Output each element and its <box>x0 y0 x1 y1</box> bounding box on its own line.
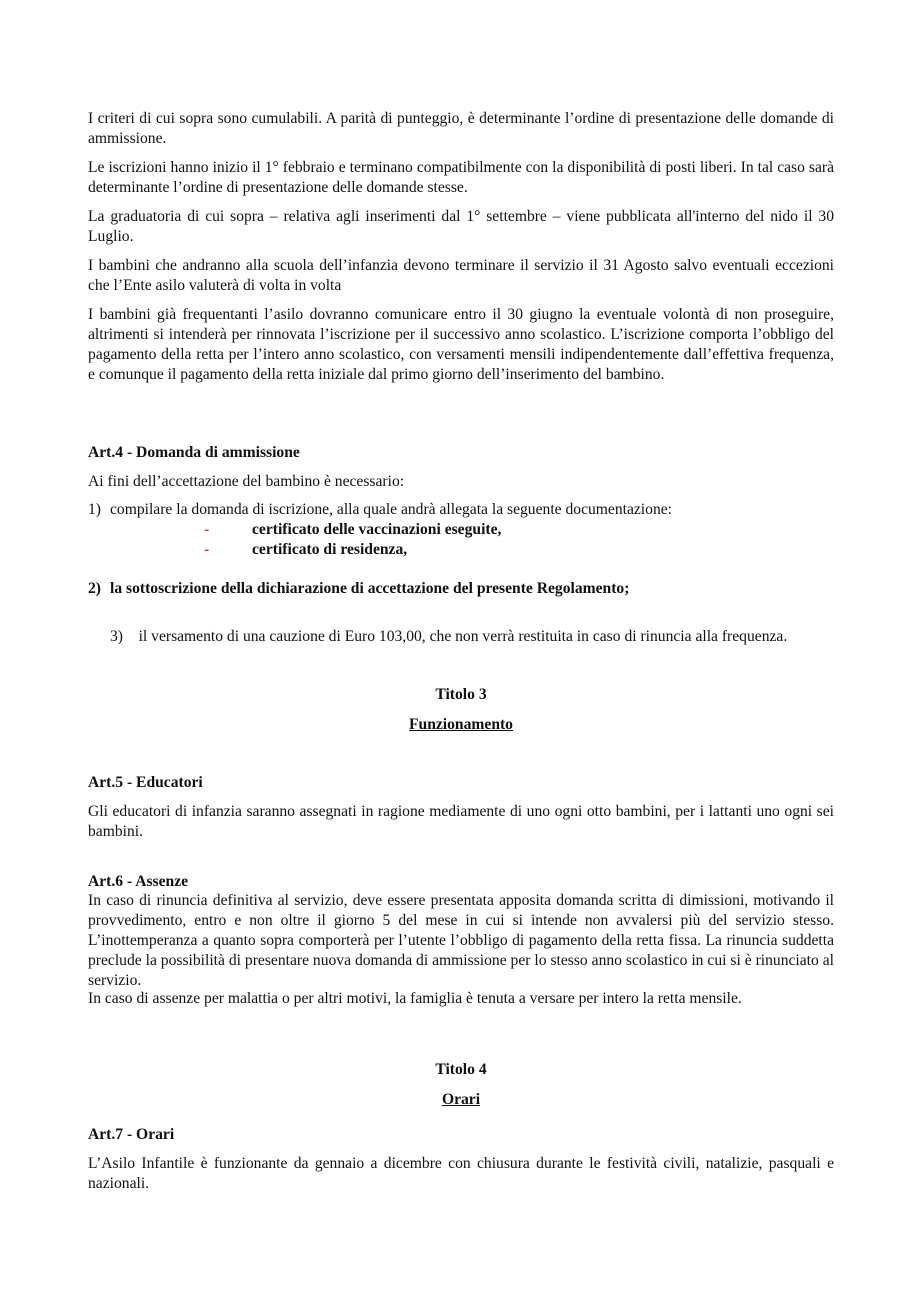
titolo-4-name <box>88 1090 834 1110</box>
item-text: la sottoscrizione della dichiarazione di accettazione del presente Regolamento; <box>110 580 630 597</box>
art6-text-2: In caso di assenze per malattia o per altri motivi, la famiglia è tenuta a versare per intero la retta mensile. <box>88 990 742 1007</box>
item-text: il versamento di una cauzione di Euro 103,00, che non verrà restituita in caso di rinuncia alla frequenza. <box>138 628 788 645</box>
section-title: Funzionamento <box>409 716 513 733</box>
art7-text: L’Asilo Infantile è funzionante da gennaio a dicembre con chiusura durante le festività civili, natalizie, pasquali e nazionali. <box>88 1155 834 1192</box>
art6-text: In caso di rinuncia definitiva al servizio, deve essere presentata apposita domanda scritta di dimissioni, motivando il provvedimento, entro e non oltre il giorno 5 del mese in cui si intende non avvalersi più del servizio stesso. L’inottemperanza a quanto sopra comporterà per l’utente l’obbligo di pagamento della retta fissa. La rinuncia suddetta preclude la possibilità di presentare nuova domanda di ammissione per lo stesso anno scolastico in cui si è rinunciato al servizio. <box>88 892 834 989</box>
art6-heading: Art.6 - Assenze <box>88 873 189 890</box>
art4-item-3 <box>110 627 834 647</box>
paragraph-ranking: La graduatoria di cui sopra – relativa agli inserimenti dal 1° settembre – viene pubblicata all'interno del nido il 30 Luglio. <box>88 208 834 245</box>
art5-text: Gli educatori di infanzia saranno assegnati in ragione mediamente di uno ogni otto bambini, per i lattanti uno ogni sei bambini. <box>88 803 834 840</box>
paragraph-enrollment: Le iscrizioni hanno inizio il 1° febbraio e terminano compatibilmente con la disponibilità di posti liberi. In tal caso sarà determinante l’ordine di presentazione delle domande stesse. <box>88 159 834 196</box>
section-title: Orari <box>441 1091 481 1108</box>
item-number: 1) <box>88 501 101 518</box>
item-number: 3) <box>110 628 123 645</box>
paragraph-criteria: I criteri di cui sopra sono cumulabili. A parità di punteggio, è determinante l’ordine di presentazione delle domande di ammissione. <box>88 110 834 147</box>
dash-bullet: - <box>204 521 210 538</box>
doc-residence: certificato di residenza, <box>252 541 408 558</box>
item-number: 2) <box>88 580 101 597</box>
doc-vaccinations: certificato delle vaccinazioni eseguite, <box>252 521 502 538</box>
art5-heading: Art.5 - Educatori <box>88 774 203 791</box>
titolo-4-label: Titolo 4 <box>435 1061 487 1078</box>
art7-heading: Art.7 - Orari <box>88 1126 175 1143</box>
titolo-3-label: Titolo 3 <box>435 686 487 703</box>
art4-item-2 <box>88 579 834 599</box>
item-text: compilare la domanda di iscrizione, alla quale andrà allegata la seguente documentazione: <box>110 501 672 518</box>
art4-intro: Ai fini dell’accettazione del bambino è necessario: <box>88 473 405 490</box>
art4-heading: Art.4 - Domanda di ammissione <box>88 444 300 461</box>
titolo-3-name <box>88 715 834 735</box>
art4-item-1 <box>88 500 834 520</box>
paragraph-attendance: I bambini già frequentanti l’asilo dovranno comunicare entro il 30 giugno la eventuale volontà di non proseguire, altrimenti si intenderà per rinnovata l’iscrizione per il successivo anno scolastico. L’iscrizione comporta l’obbligo del pagamento della retta per l’intero anno scolastico, con versamenti mensili indipendentemente dall’effettiva frequenza, e comunque il pagamento della retta iniziale dal primo giorno dell’inserimento del bambino. <box>88 306 834 383</box>
dash-bullet: - <box>204 541 210 558</box>
paragraph-infant-school: I bambini che andranno alla scuola dell’infanzia devono terminare il servizio il 31 Agosto salvo eventuali eccezioni che l’Ente asilo valuterà di volta in volta <box>88 257 834 294</box>
